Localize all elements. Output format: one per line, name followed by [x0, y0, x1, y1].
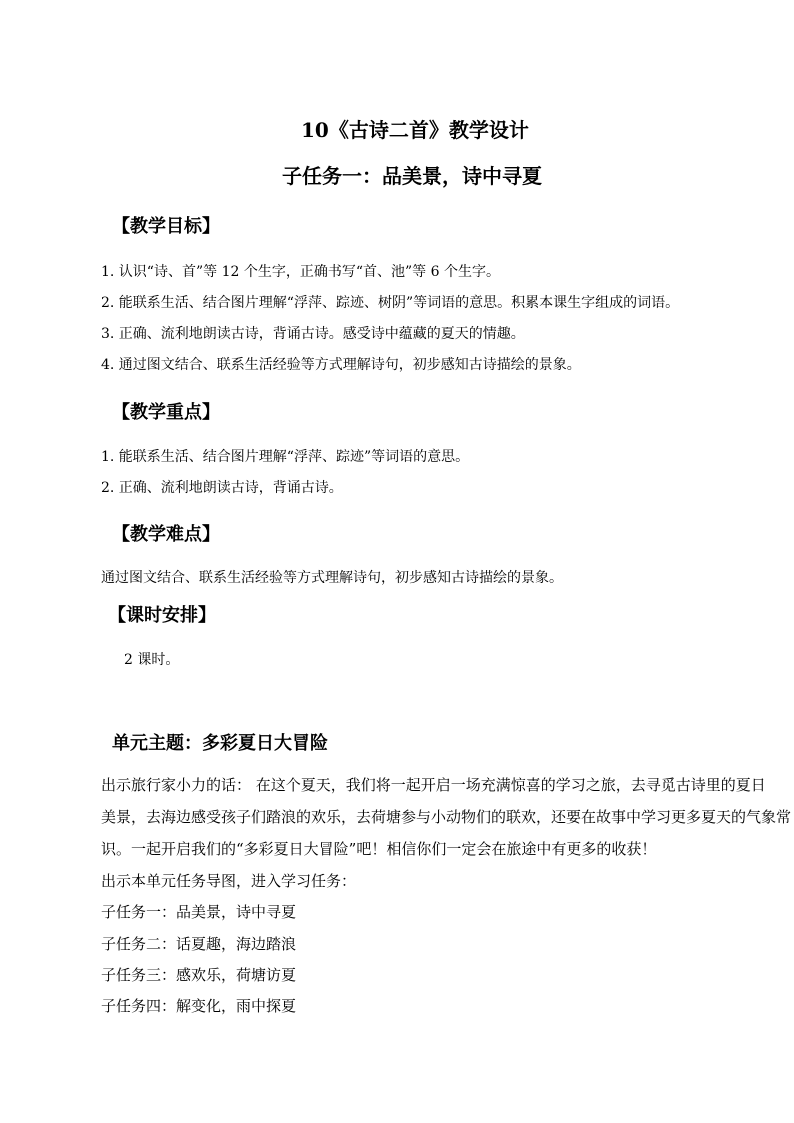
unit-intro: 出示本单元任务导图，进入学习任务： [101, 872, 357, 890]
section-heading-difficulty: 【教学难点】 [112, 524, 220, 545]
goal-item: 2. 能联系生活、结合图片理解“浮萍、踪迹、树阴”等词语的意思。积累本课生字组成的词语。 [101, 295, 680, 311]
unit-task-item: 子任务一：品美景，诗中寻夏 [101, 903, 297, 921]
difficulty-text: 通过图文结合、联系生活经验等方式理解诗句，初步感知古诗描绘的景象。 [101, 570, 563, 586]
section-heading-schedule: 【课时安排】 [108, 605, 216, 626]
document-subtitle: 子任务一：品美景，诗中寻夏 [282, 164, 542, 188]
section-heading-goals: 【教学目标】 [112, 216, 220, 237]
unit-paragraph-line: 美景，去海边感受孩子们踏浪的欢乐，去荷塘参与小动物们的联欢，还要在故事中学习更多夏天的气象常 [101, 808, 792, 826]
unit-paragraph-line: 识。一起开启我们的“多彩夏日大冒险”吧！相信你们一定会在旅途中有更多的收获！ [101, 840, 657, 858]
keypoint-item: 1. 能联系生活、结合图片理解“浮萍、踪迹”等词语的意思。 [101, 449, 470, 465]
goal-item: 3. 正确、流利地朗读古诗，背诵古诗。感受诗中蕴藏的夏天的情趣。 [101, 326, 525, 342]
section-heading-keypoints: 【教学重点】 [112, 402, 220, 423]
goal-item: 1. 认识“诗、首”等 12 个生字，正确书写“首、池”等 6 个生字。 [101, 264, 500, 280]
unit-task-item: 子任务四：解变化，雨中探夏 [101, 997, 297, 1015]
keypoint-item: 2. 正确、流利地朗读古诗，背诵古诗。 [101, 480, 343, 496]
document-title: 10《古诗二首》教学设计 [301, 118, 529, 142]
unit-task-item: 子任务三：感欢乐，荷塘访夏 [101, 966, 297, 984]
schedule-text: 2 课时。 [124, 652, 180, 668]
unit-paragraph-line: 出示旅行家小力的话： 在这个夏天，我们将一起开启一场充满惊喜的学习之旅，去寻觅古诗里的夏日 [101, 776, 766, 794]
goal-item: 4. 通过图文结合、联系生活经验等方式理解诗句，初步感知古诗描绘的景象。 [101, 357, 581, 373]
unit-task-item: 子任务二：话夏趣，海边踏浪 [101, 935, 297, 953]
unit-heading: 单元主题：多彩夏日大冒险 [112, 733, 328, 754]
